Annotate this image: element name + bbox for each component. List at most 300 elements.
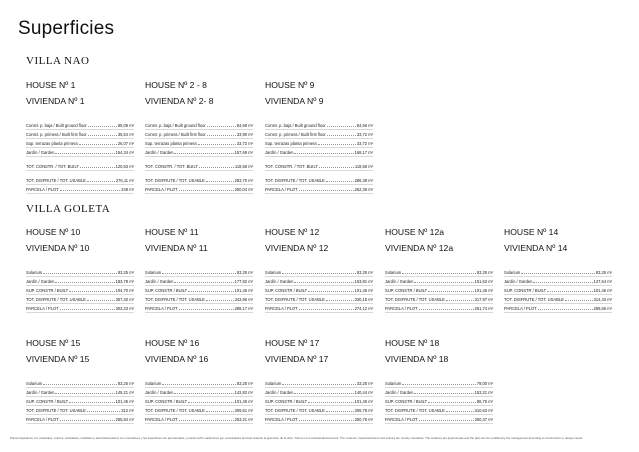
surface-label: TOT. DISFRUTE / TOT. USABLE [265,408,325,413]
dot-leader [327,135,356,136]
surface-value: 104,70 m² [115,288,134,293]
surface-value: 145,21 m² [115,390,134,395]
surface-row [26,406,134,415]
dot-leader [402,384,476,385]
surface-row [145,286,253,295]
surface-row [145,162,253,171]
surface-row [145,379,253,388]
dot-leader [521,273,595,274]
dot-leader [206,411,234,412]
dot-leader [294,282,353,283]
dot-leader [162,273,236,274]
surface-label: SUP. CONSTR / BUILT [265,288,308,293]
surface-value: 33,72 m² [236,141,253,146]
surface-label: SUP. CONSTR / BUILT [265,399,308,404]
dot-leader [69,402,114,403]
surface-label: TOT. CONSTR. / TOT. BUILT [145,164,198,169]
surface-label: SUP. CONSTR / BUILT [26,288,69,293]
dot-leader [206,181,234,182]
surface-label: TOT. DISFRUTE / TOT. USABLE [26,297,86,302]
surface-table [26,121,134,194]
dot-leader [55,153,114,154]
surface-value: 151,63 m² [474,279,493,284]
house-card [145,338,253,424]
house-card [145,227,253,313]
dot-leader [428,402,476,403]
surface-value: 306,78 m² [354,408,373,413]
vivienda-number: VIVIENDA Nº 15 [26,354,90,364]
surface-value: 154,34 m² [115,150,134,155]
surface-value: 101,45 m² [354,288,373,293]
surface-label: PARCELA / PLOT [265,417,298,422]
surface-value: 357,40 m² [115,297,134,302]
vivienda-number: VIVIENDA Nº 1 [26,96,85,106]
surface-label: PARCELA / PLOT [385,417,418,422]
surface-label: PARCELA / PLOT [265,187,298,192]
page-title: Superficies [18,18,115,39]
surface-value: 258,66 m² [593,306,612,311]
surface-value: 140,44 m² [354,390,373,395]
dot-leader [60,190,121,191]
surface-row [26,304,134,313]
dot-leader [282,384,356,385]
surface-label: PARCELA / PLOT [265,306,298,311]
house-number: HOUSE Nº 1 [26,80,76,90]
surface-value: 35,54 m² [117,132,134,137]
footnote: Planos figurativos, los materiales, colores, cantidades, mobiliario y electrodomésticos son orientativos y las superficies son aproximadas y podrán sufrir variaciones por necesidades técnicas durante la ejecución de la obra. This is not a contractual document. The contents, household items and colours are merely orientative. The surfaces are approximate and the plan can be modified by the management according to construction or design needs. [10,436,583,440]
surface-value: 261,74 m² [474,306,493,311]
surface-label: Jardín / Garden [385,279,414,284]
surface-value: 310,63 m² [474,408,493,413]
surface-value: 283,70 m² [234,178,253,183]
house-number: HOUSE Nº 9 [265,80,315,90]
surface-label: Jardín / Garden [504,279,533,284]
dot-leader [282,273,356,274]
surface-value: 83,25 m² [595,270,612,275]
surface-row [26,295,134,304]
dot-leader [326,181,354,182]
surface-row [26,148,134,157]
surface-label: TOT. DISFRUTE / TOT. USABLE [26,178,86,183]
section-title-villa-goleta: VILLA GOLETA [26,203,111,215]
house-number: HOUSE Nº 18 [385,338,440,348]
dot-leader [162,384,236,385]
surface-label: Jardín / Garden [385,390,414,395]
dot-leader [446,411,474,412]
dot-leader [55,282,114,283]
surface-value: 83,25 m² [236,270,253,275]
surface-row [26,121,134,130]
surface-label: Sup. terrazas planta primera [26,141,78,146]
house-number: HOUSE Nº 12 [265,227,320,237]
surface-row [26,176,134,185]
surface-label: Constr. p. primera / Built first floor [265,132,326,137]
surface-row [265,130,373,139]
surface-value: 274,12 m² [354,306,373,311]
surface-label: Sup. terrazas planta primera [145,141,197,146]
dot-leader [174,393,233,394]
surface-label: Jardín / Garden [145,150,174,155]
dot-leader [87,300,115,301]
dot-leader [199,167,234,168]
surface-label: Jardín / Garden [26,150,55,155]
surface-row [145,176,253,185]
house-number: HOUSE Nº 16 [145,338,200,348]
surface-label: Jardín / Garden [265,150,294,155]
surface-label: Solarium [26,270,43,275]
surface-label: SUP. CONSTR / BUILT [26,399,69,404]
surface-label: Solarium [145,270,162,275]
surface-row [26,277,134,286]
vivienda-number: VIVIENDA Nº 17 [265,354,329,364]
surface-row [265,121,373,130]
surface-row [145,268,253,277]
surface-value: 83,25 m² [117,381,134,386]
surface-row [385,295,493,304]
dot-leader [69,291,114,292]
dot-leader [294,153,353,154]
vivienda-number: VIVIENDA Nº 9 [265,96,324,106]
dot-leader [547,291,592,292]
surface-value: 262,36 m² [354,187,373,192]
vivienda-number: VIVIENDA Nº 16 [145,354,209,364]
surface-label: Jardín / Garden [26,390,55,395]
dot-leader [188,402,233,403]
surface-row [385,415,493,424]
surface-value: 183,78 m² [115,279,134,284]
surface-value: 312 m² [121,408,134,413]
dot-leader [60,309,115,310]
vivienda-number: VIVIENDA Nº 14 [504,243,568,253]
surface-label: Constr. p. baja / Built ground floor [265,123,326,128]
surface-row [385,397,493,406]
dot-leader [206,300,234,301]
surface-label: PARCELA / PLOT [385,306,418,311]
surface-table [26,268,134,313]
surface-row [385,379,493,388]
dot-leader [327,126,356,127]
surface-table [385,379,493,424]
house-card [265,338,373,424]
dot-leader [179,190,234,191]
dot-leader [308,291,353,292]
surface-value: 101,45 m² [234,399,253,404]
dot-leader [319,167,354,168]
surface-row [265,379,373,388]
dot-leader [414,282,473,283]
surface-value: 302,23 m² [115,306,134,311]
surface-row [265,277,373,286]
dot-leader [174,282,233,283]
surface-row [385,388,493,397]
surface-value: 84,56 m² [356,123,373,128]
surface-value: 101,45 m² [234,288,253,293]
dot-leader [179,309,234,310]
dot-leader [179,420,234,421]
surface-value: 330,15 m² [354,297,373,302]
surface-value: 26,07 m² [117,141,134,146]
surface-value: 101,45 m² [354,399,373,404]
surface-value: 168,17 m² [354,150,373,155]
surface-row [145,415,253,424]
dot-leader [428,291,473,292]
surface-label: Solarium [265,381,282,386]
surface-label: Jardín / Garden [145,279,174,284]
surface-value: 153,21 m² [474,390,493,395]
surface-label: Constr. p. baja / Built ground floor [26,123,87,128]
house-number: HOUSE Nº 14 [504,227,559,237]
surface-label: TOT. DISFRUTE / TOT. USABLE [265,178,325,183]
surface-row [385,277,493,286]
dot-leader [538,309,593,310]
dot-leader [174,153,233,154]
surface-value: 276,11 m² [115,178,134,183]
dot-leader [414,393,473,394]
surface-row [145,130,253,139]
surface-value: 33,25 m² [356,381,373,386]
house-card [26,227,134,313]
surface-row [26,162,134,171]
surface-value: 118,58 m² [234,164,253,169]
dot-leader [419,420,474,421]
dot-leader [43,273,117,274]
dot-leader [55,393,114,394]
surface-value: 120,63 m² [115,164,134,169]
surface-row [26,388,134,397]
dot-leader [79,144,117,145]
surface-row [265,162,373,171]
surface-label: TOT. DISFRUTE / TOT. USABLE [145,178,205,183]
surface-value: 83,25 m² [356,270,373,275]
house-number: HOUSE Nº 10 [26,227,81,237]
dot-leader [308,402,353,403]
surface-label: PARCELA / PLOT [26,306,59,311]
house-card [385,227,493,313]
house-card [385,338,493,424]
surface-label: TOT. DISFRUTE / TOT. USABLE [145,297,205,302]
surface-row [265,286,373,295]
surface-label: Jardín / Garden [26,279,55,284]
surface-row [26,268,134,277]
surface-label: PARCELA / PLOT [504,306,537,311]
surface-label: Solarium [385,381,402,386]
surface-row [265,397,373,406]
surface-value: 309,61 m² [234,408,253,413]
house-number: HOUSE Nº 17 [265,338,320,348]
surface-value: 255,84 m² [115,417,134,422]
surface-value: 250,04 m² [234,187,253,192]
surface-table [265,379,373,424]
house-card [26,338,134,424]
surface-value: 249 m² [121,187,134,192]
surface-row [26,139,134,148]
surface-value: 33,72 m² [356,141,373,146]
surface-value: 286,39 m² [354,178,373,183]
surface-value: 84,68 m² [236,123,253,128]
surface-row [145,406,253,415]
surface-label: SUP. CONSTR / BUILT [504,288,547,293]
surface-value: 288,17 m² [234,306,253,311]
surface-table [26,379,134,424]
surface-value: 33,90 m² [236,132,253,137]
surface-row [26,397,134,406]
surface-value: 157,69 m² [234,150,253,155]
house-card [26,80,134,194]
dot-leader [188,291,233,292]
surface-table [504,268,612,313]
surface-row [145,139,253,148]
surface-value: 314,43 m² [593,297,612,302]
surface-value: 85,09 m² [117,123,134,128]
surface-label: TOT. DISFRUTE / TOT. USABLE [265,297,325,302]
surface-label: Solarium [145,381,162,386]
surface-row [145,277,253,286]
surface-row [385,304,493,313]
surface-value: 177,82 m² [234,279,253,284]
surface-value: 163,81 m² [354,279,373,284]
surface-row [145,148,253,157]
house-card [265,80,373,194]
surface-row [26,415,134,424]
surface-row [265,415,373,424]
dot-leader [446,300,474,301]
surface-label: Jardín / Garden [265,390,294,395]
house-number: HOUSE Nº 2 - 8 [145,80,207,90]
surface-row [145,121,253,130]
vivienda-number: VIVIENDA Nº 12 [265,243,329,253]
dot-leader [207,126,236,127]
surface-row [265,139,373,148]
surface-label: PARCELA / PLOT [26,187,59,192]
surface-label: Solarium [265,270,282,275]
surface-value: 101,45 m² [115,399,134,404]
surface-row [145,388,253,397]
surface-label: Constr. p. baja / Built ground floor [145,123,206,128]
surface-value: 101,45 m² [474,288,493,293]
surface-value: 79,00 m² [476,381,493,386]
surface-label: SUP. CONSTR / BUILT [385,288,428,293]
vivienda-number: VIVIENDA Nº 18 [385,354,449,364]
surface-row [385,286,493,295]
surface-row [385,406,493,415]
surface-value: 83,25 m² [236,381,253,386]
dot-leader [533,282,592,283]
surface-row [145,397,253,406]
surface-table [265,121,373,194]
dot-leader [402,273,476,274]
dot-leader [318,144,356,145]
surface-label: Jardín / Garden [145,390,174,395]
dot-leader [198,144,236,145]
dot-leader [299,420,354,421]
surface-value: 142,83 m² [234,390,253,395]
surface-row [26,286,134,295]
surface-row [265,148,373,157]
surface-row [26,185,134,194]
house-card [145,80,253,194]
surface-label: Solarium [504,270,521,275]
surface-table [265,268,373,313]
vivienda-number: VIVIENDA Nº 10 [26,243,90,253]
surface-value: 250,76 m² [354,417,373,422]
surface-label: Solarium [385,270,402,275]
vivienda-number: VIVIENDA Nº 2- 8 [145,96,214,106]
surface-label: Solarium [26,381,43,386]
surface-label: Constr. p. primera / Built first floor [145,132,206,137]
house-card [265,227,373,313]
surface-row [265,176,373,185]
surface-table [145,121,253,194]
surface-label: SUP. CONSTR / BUILT [385,399,428,404]
surface-row [265,295,373,304]
surface-label: PARCELA / PLOT [145,417,178,422]
surface-label: TOT. DISFRUTE / TOT. USABLE [26,408,86,413]
dot-leader [60,420,115,421]
surface-label: TOT. DISFRUTE / TOT. USABLE [504,297,564,302]
dot-leader [207,135,236,136]
dot-leader [87,181,115,182]
dot-leader [299,309,354,310]
surface-row [265,185,373,194]
surface-value: 253,21 m² [234,417,253,422]
surface-row [26,379,134,388]
surface-value: 33,72 m² [356,132,373,137]
surface-label: TOT. DISFRUTE / TOT. USABLE [385,297,445,302]
surface-row [504,277,612,286]
surface-value: 83,25 m² [476,270,493,275]
dot-leader [80,167,115,168]
surface-row [265,268,373,277]
surface-row [26,130,134,139]
house-number: HOUSE Nº 12a [385,227,445,237]
dot-leader [43,384,117,385]
dot-leader [326,411,354,412]
surface-row [145,185,253,194]
dot-leader [88,135,117,136]
surface-label: TOT. DISFRUTE / TOT. USABLE [145,408,205,413]
surface-row [504,295,612,304]
surface-value: 118,58 m² [354,164,373,169]
house-card [504,227,612,313]
section-title-villa-nao: VILLA NAO [26,55,90,67]
house-number: HOUSE Nº 15 [26,338,81,348]
house-number: HOUSE Nº 11 [145,227,199,237]
surface-row [265,388,373,397]
surface-row [145,304,253,313]
surface-row [385,268,493,277]
surface-row [504,304,612,313]
surface-table [385,268,493,313]
surface-row [265,406,373,415]
surface-label: PARCELA / PLOT [145,306,178,311]
surface-value: 96,75 m² [476,399,493,404]
surface-label: Sup. terrazas planta primera [265,141,317,146]
surface-label: Jardín / Garden [265,279,294,284]
dot-leader [326,300,354,301]
surface-label: TOT. DISFRUTE / TOT. USABLE [385,408,445,413]
surface-row [145,295,253,304]
dot-leader [299,190,354,191]
surface-value: 83,25 m² [117,270,134,275]
dot-leader [565,300,593,301]
surface-value: 260,37 m² [474,417,493,422]
surface-value: 147,64 m² [593,279,612,284]
surface-value: 343,96 m² [234,297,253,302]
dot-leader [294,393,353,394]
surface-label: PARCELA / PLOT [26,417,59,422]
dot-leader [87,411,120,412]
surface-table [145,268,253,313]
